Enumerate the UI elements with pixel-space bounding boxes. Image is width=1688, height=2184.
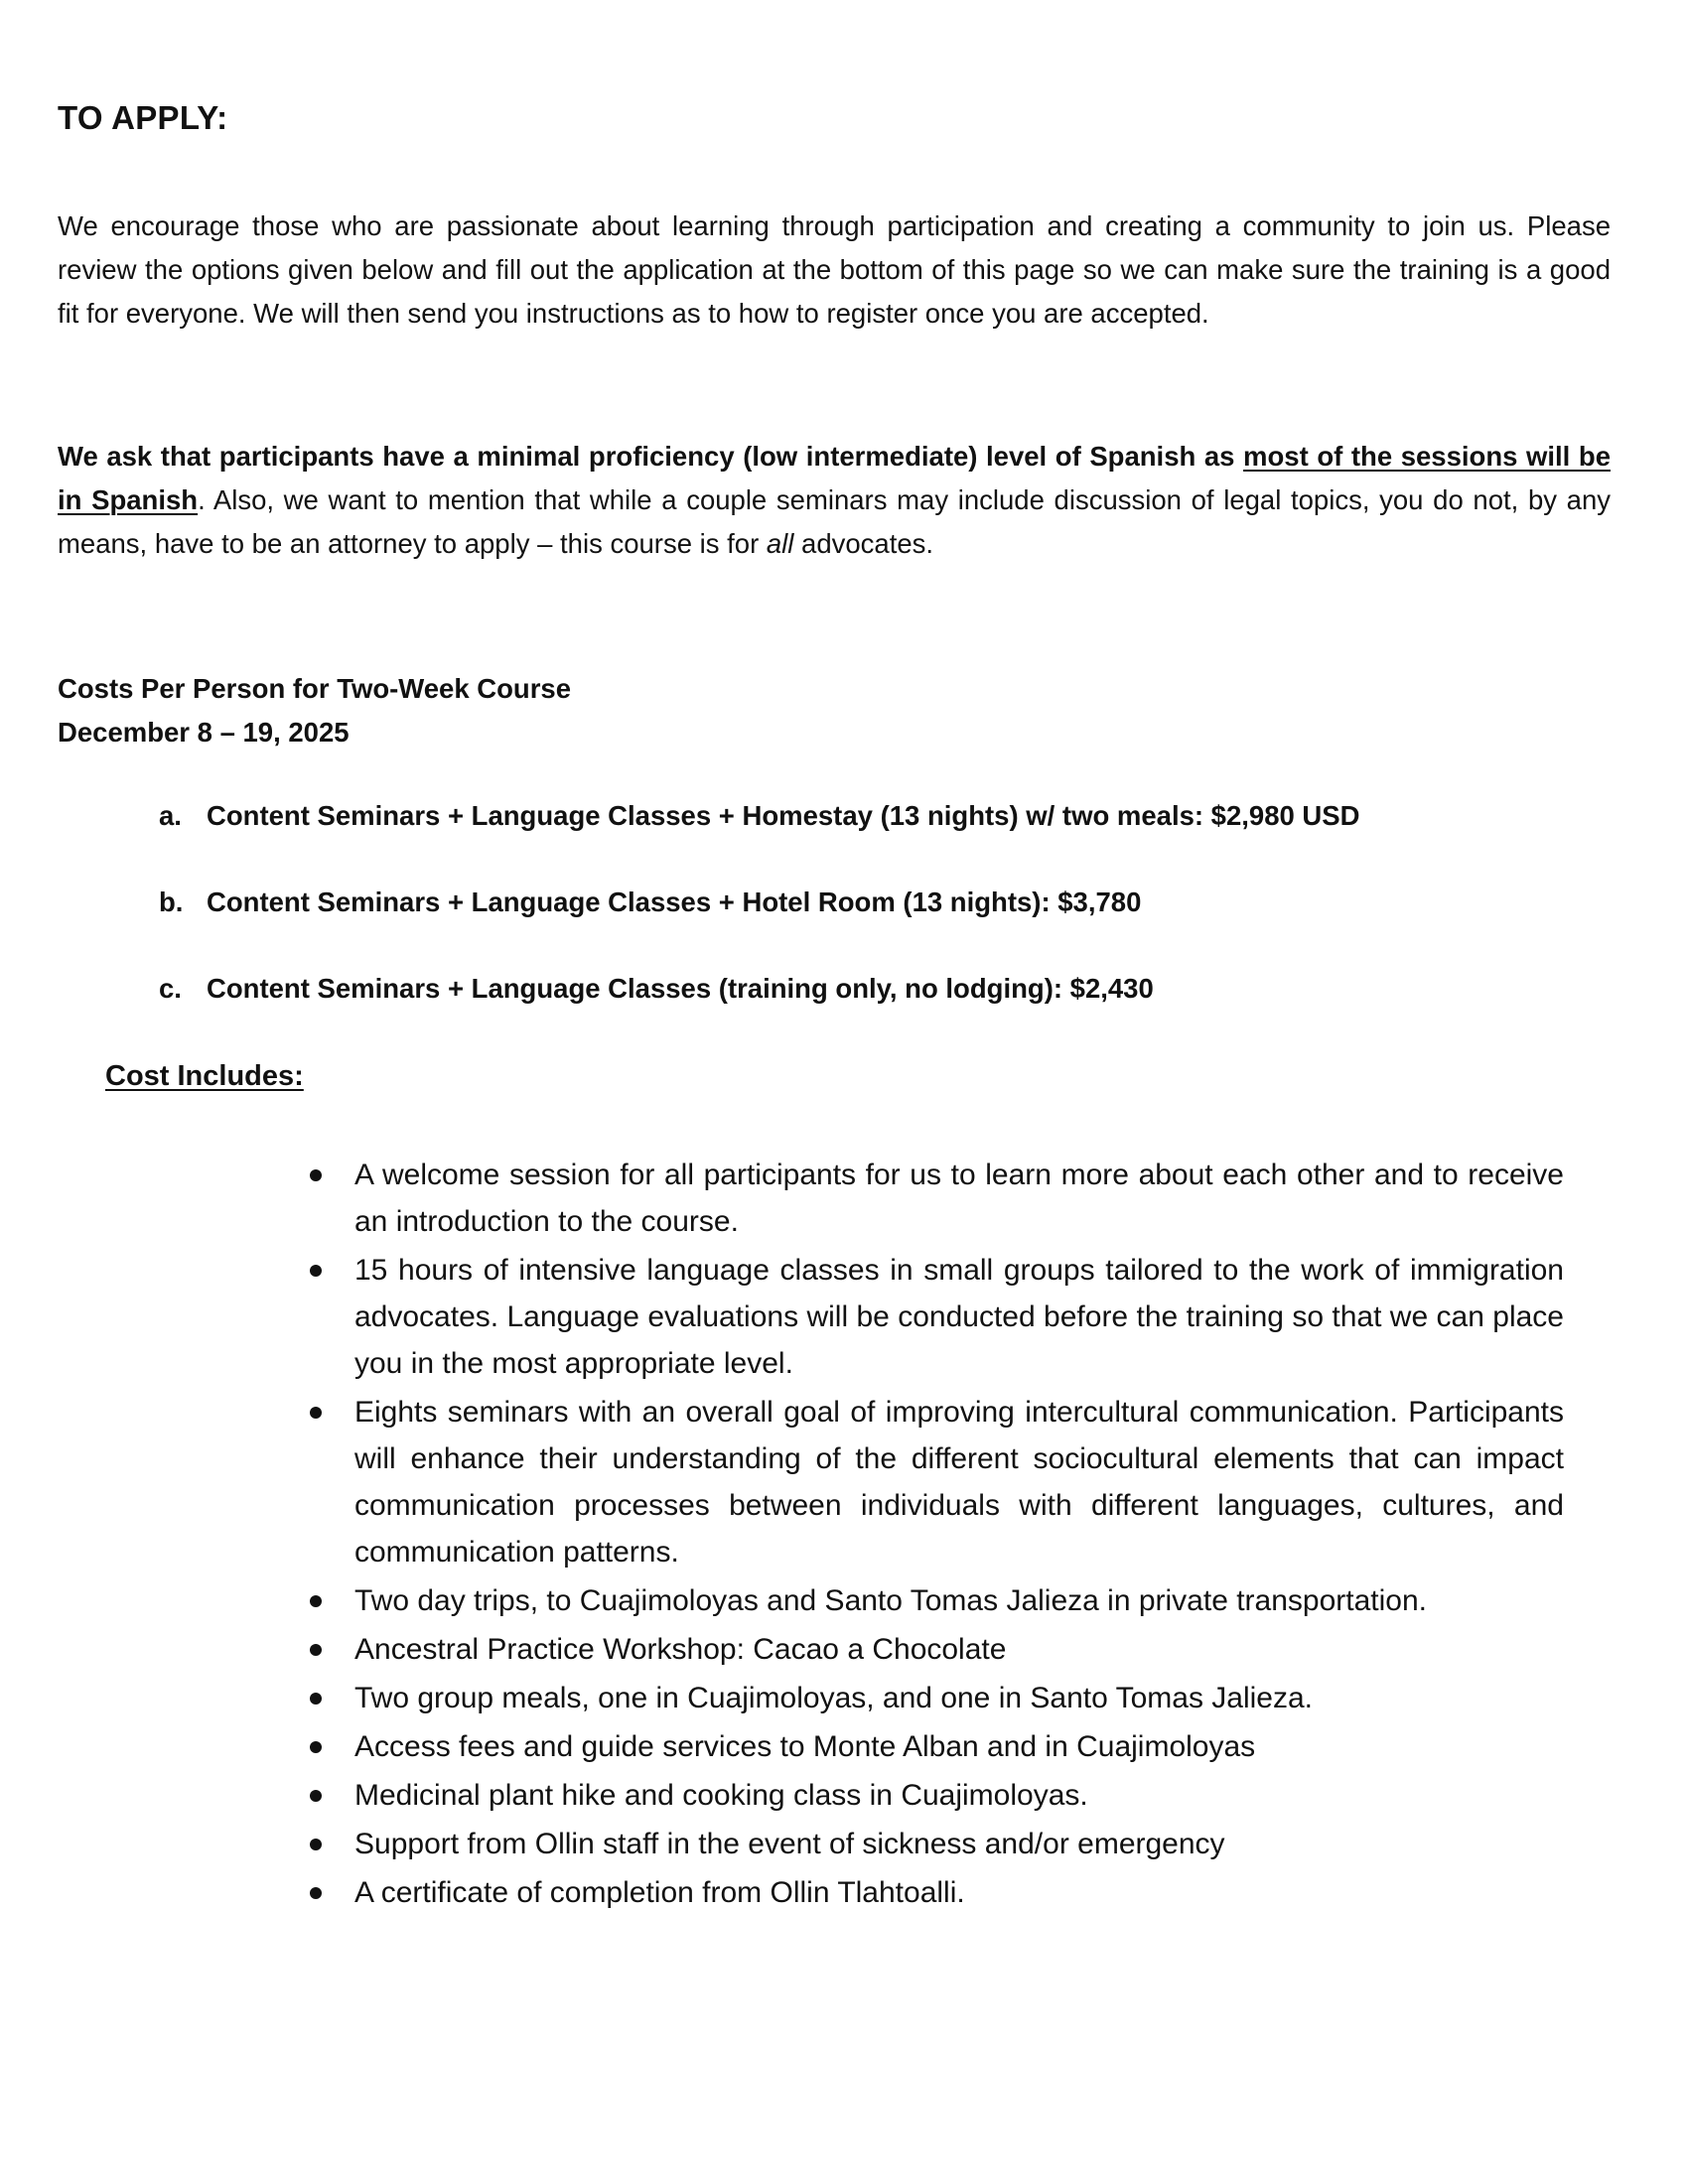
list-item <box>298 1389 1564 1575</box>
list-item-text: Access fees and guide services to Monte Alban and in Cuajimoloyas <box>354 1730 1256 1763</box>
requirement-italic: all <box>766 528 794 559</box>
list-item <box>298 1772 1564 1819</box>
bullet-dot-icon <box>310 1169 322 1181</box>
list-item-text: Ancestral Practice Workshop: Cacao a Chocolate <box>354 1633 1007 1666</box>
list-item <box>298 1821 1564 1867</box>
list-item-text: 15 hours of intensive language classes in small groups tailored to the work of immigration advocates. Language evaluations will be conducted before the training so that we can place you in the most appropriate level. <box>354 1254 1564 1380</box>
bullet-dot-icon <box>310 1790 322 1802</box>
list-item <box>298 1577 1564 1624</box>
spanish-requirement-paragraph <box>58 435 1611 566</box>
list-item-text: Medicinal plant hike and cooking class in Cuajimoloyas. <box>354 1779 1088 1812</box>
list-item-text: Two group meals, one in Cuajimoloyas, and one in Santo Tomas Jalieza. <box>354 1682 1313 1714</box>
cost-option-b <box>159 887 1141 918</box>
list-item <box>298 1675 1564 1721</box>
requirement-body: . Also, we want to mention that while a couple seminars may include discussion of legal topics, you do not, by any means, have to be an attorney to apply – this course is for <box>58 484 1611 559</box>
list-item <box>298 1247 1564 1387</box>
list-item <box>298 1152 1564 1245</box>
costs-title: Costs Per Person for Two-Week Course <box>58 673 572 704</box>
list-item-text: Eights seminars with an overall goal of improving intercultural communication. Participants will enhance their understanding of the different sociocultural elements that can impact communication processes between individuals with different languages, cultures, and communication patterns. <box>354 1396 1564 1569</box>
list-item <box>298 1723 1564 1770</box>
bullet-dot-icon <box>310 1407 322 1419</box>
cost-includes-list <box>298 1152 1564 1918</box>
cost-option-a <box>159 800 1360 832</box>
option-label: c. <box>159 973 182 1004</box>
option-label: b. <box>159 887 184 917</box>
bullet-dot-icon <box>310 1741 322 1753</box>
list-item-text: Support from Ollin staff in the event of sickness and/or emergency <box>354 1828 1225 1860</box>
cost-option-c <box>159 973 1154 1005</box>
requirement-bold-lead: We ask that participants have a minimal proficiency (low intermediate) level of Spanish as <box>58 441 1244 472</box>
requirement-end: advocates. <box>793 528 934 559</box>
option-label: a. <box>159 800 182 831</box>
list-item-text: Two day trips, to Cuajimoloyas and Santo Tomas Jalieza in private transportation. <box>354 1584 1427 1617</box>
bullet-dot-icon <box>310 1839 322 1850</box>
list-item-text: A welcome session for all participants for us to learn more about each other and to receive an introduction to the course. <box>354 1159 1564 1238</box>
page-title: TO APPLY: <box>58 99 228 136</box>
cost-includes-heading <box>105 1060 304 1093</box>
option-text: Content Seminars + Language Classes + Hotel Room (13 nights): $3,780 <box>207 887 1142 917</box>
list-item <box>298 1869 1564 1916</box>
list-item <box>298 1626 1564 1673</box>
option-text: Content Seminars + Language Classes + Homestay (13 nights) w/ two meals: $2,980 USD <box>207 800 1360 831</box>
intro-paragraph: We encourage those who are passionate about learning through participation and creating a community to join us. Please review the options given below and fill out the application at the bottom of this page so we can make sure the training is a good fit for everyone. We will then send you instructions as to how to register once you are accepted. <box>58 210 1611 329</box>
bullet-dot-icon <box>310 1595 322 1607</box>
bullet-dot-icon <box>310 1887 322 1899</box>
requirement-emphasis: most of the sessions will be in Spanish <box>58 441 1611 515</box>
costs-header <box>58 667 571 754</box>
bullet-dot-icon <box>310 1644 322 1656</box>
bullet-dot-icon <box>310 1693 322 1705</box>
list-item-text: A certificate of completion from Ollin Tlahtoalli. <box>354 1876 965 1909</box>
option-text: Content Seminars + Language Classes (training only, no lodging): $2,430 <box>207 973 1154 1004</box>
bullet-dot-icon <box>310 1265 322 1277</box>
cost-includes-title: Cost Includes: <box>105 1060 304 1092</box>
course-dates: December 8 – 19, 2025 <box>58 717 350 748</box>
